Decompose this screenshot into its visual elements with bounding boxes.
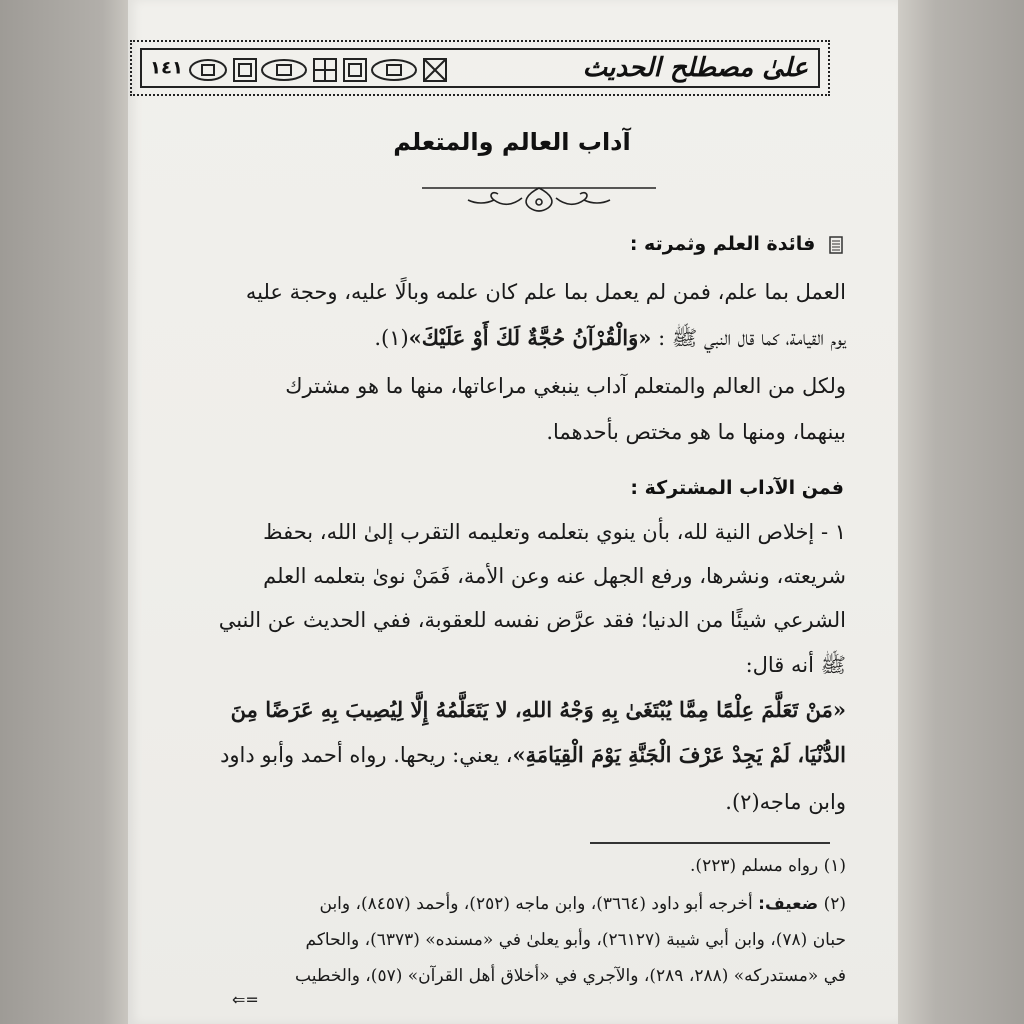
footnote-1: (١) رواه مسلم (٢٢٣). [690,856,846,876]
hadith-line-1: «مَنْ تَعَلَّمَ عِلْمًا مِمَّا يُبْتَغَىٰ بِهِ وَجْهُ اللهِ، لا يَتَعَلَّمُهُ إِلَّا لِيُصِيبَ بِهِ عَرَضًا مِنَ [230,697,846,722]
footnote-separator [590,842,830,844]
hadith-line-2-rest: ، يعني: ريحها. رواه أحمد وأبو داود [220,743,513,767]
intro-line-1: ولكل من العالم والمتعلم آداب ينبغي مراعاتها، منها ما هو مشترك [285,374,846,398]
book-icon [828,236,844,254]
shared-line-4: ﷺ أنه قال: [745,653,846,677]
footnote-2-label: (٢) [818,894,846,914]
shared-line-3: الشرعي شيئًا من الدنيا؛ فقد عرَّض نفسه للعقوبة، ففي الحديث عن النبي [218,608,846,632]
hadith-line-3: وابن ماجه(٢). [725,790,846,814]
benefit-line-2-prefix: يوم القيامة، كما قال النبي ﷺ : [651,326,846,350]
hadith-line-2 [220,742,846,767]
footnote-2-line-3: في «مستدركه» (٢٨٨، ٢٨٩)، والآجري في «أخلاق أهل القرآن» (٥٧)، والخطيب [295,966,846,986]
shared-etiquette-heading: فمن الآداب المشتركة : [630,477,844,499]
shared-line-1: ١ - إخلاص النية لله، بأن ينوي بتعلمه وتعليمه التقرب إلىٰ الله، بحفظ [263,520,846,544]
title-divider-ornament [422,182,656,216]
running-header [130,40,830,96]
header-ornament-band [186,55,458,85]
footnote-ref-1: (١). [374,326,409,350]
running-title: علىٰ مصطلح الحديث [582,53,808,83]
continuation-mark: ⇐= [232,990,259,1009]
benefit-line-1: العمل بما علم، فمن لم يعمل بما علم كان علمه وبالًا عليه، وحجة عليه [245,280,846,304]
page-number: ١٤١ [150,57,183,79]
footnote-2-line-2: حبان (٧٨)، وابن أبي شيبة (٢٦١٢٧)، وأبو يعلىٰ في «مسنده» (٦٣٧٣)، والحاكم [305,930,846,950]
benefit-quote: «وَالْقُرْآنُ حُجَّةٌ لَكَ أَوْ عَلَيْكَ» [408,325,652,350]
footnote-2-line-1 [320,894,847,914]
footnote-2-line-1-text: أخرجه أبو داود (٣٦٦٤)، وابن ماجه (٢٥٢)، وأحمد (٨٤٥٧)، وابن [319,894,759,914]
shared-line-2: شريعته، ونشرها، ورفع الجهل عنه وعن الأمة، فَمَنْ نوىٰ بتعلمه العلم [263,564,846,588]
benefit-heading [630,233,844,255]
section-title: آداب العالم والمتعلم [393,128,631,156]
benefit-heading-text: فائدة العلم وثمرته : [629,233,816,255]
hadith-line-2-quote: الدُّنْيَا، لَمْ يَجِدْ عَرْفَ الْجَنَّةِ يَوْمَ الْقِيَامَةِ» [512,742,846,767]
footnote-2-grade: ضعيف: [758,894,819,914]
header-inner-border [140,48,820,88]
intro-line-2: بينهما، ومنها ما هو مختص بأحدهما. [546,420,846,444]
benefit-line-2 [374,325,846,356]
